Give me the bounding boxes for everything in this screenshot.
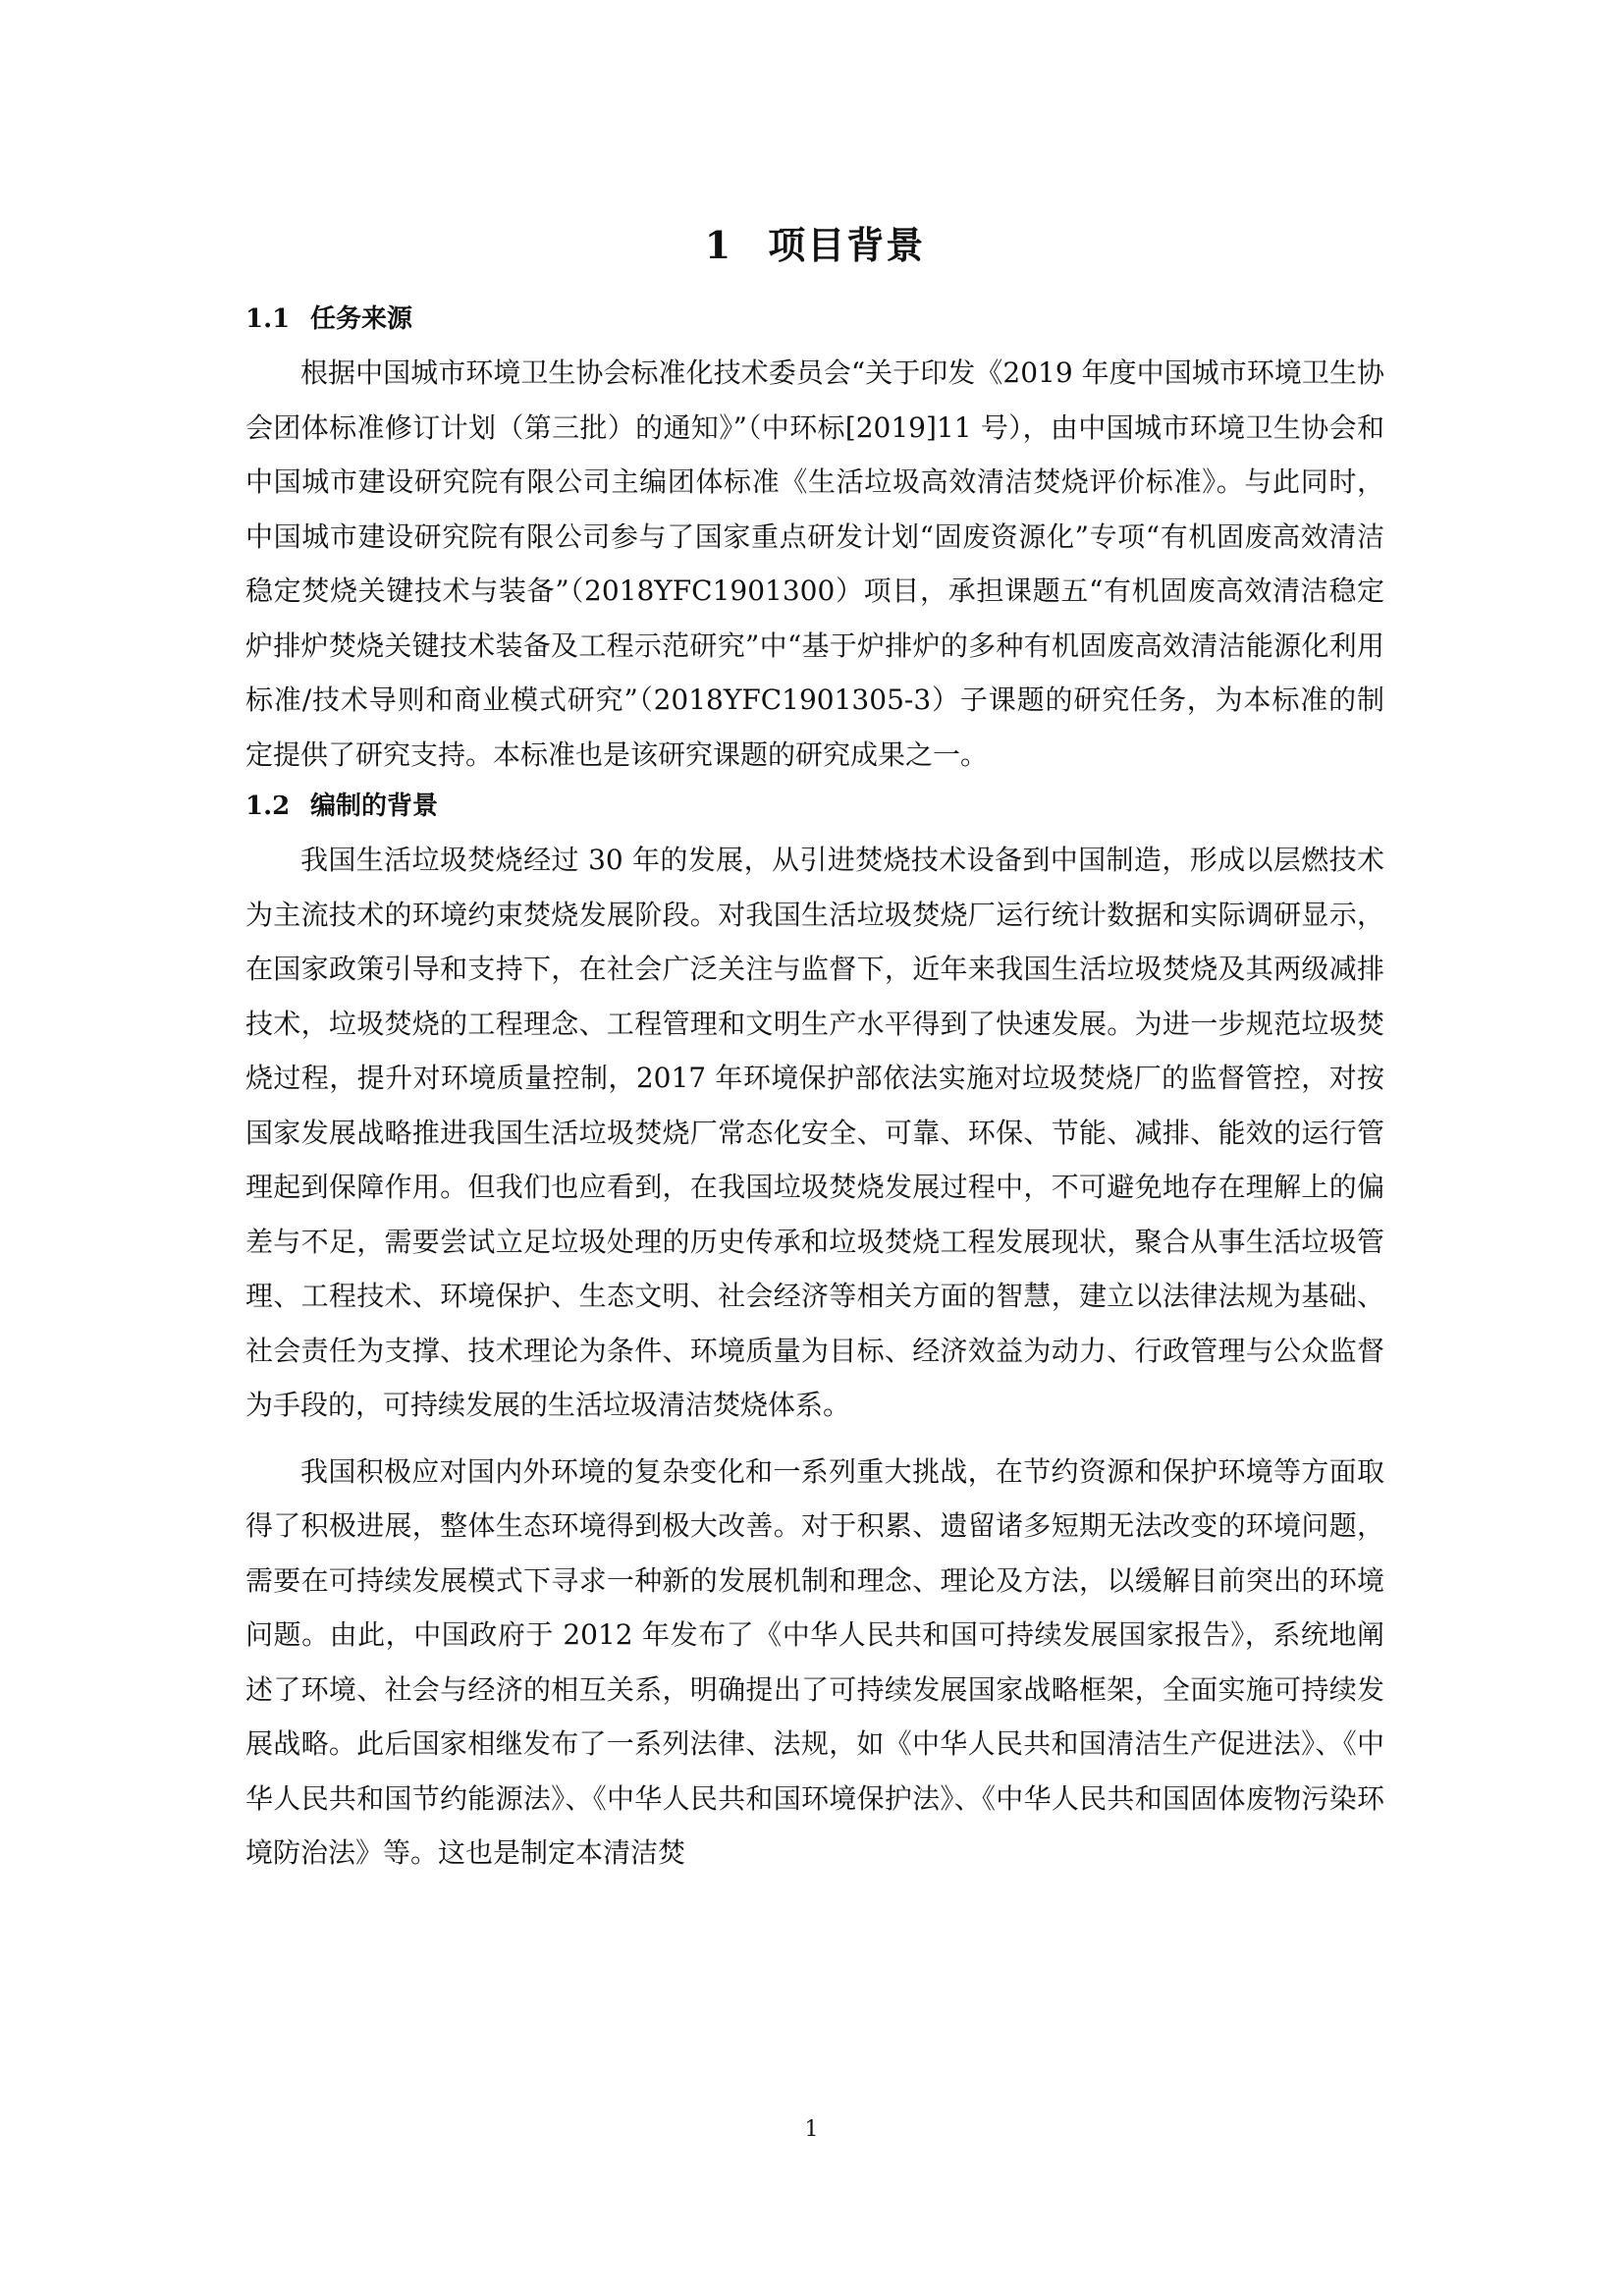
section-heading-1-1 — [245, 297, 1384, 342]
section-title: 编制的背景 — [310, 792, 439, 821]
paragraph: 我国生活垃圾焚烧经过 30 年的发展，从引进焚烧技术设备到中国制造，形成以层燃技术为主流技术的环境约束焚烧发展阶段。对我国生活垃圾焚烧厂运行统计数据和实际调研显示，在国家政策引导和支持下，在社会广泛关注与监督下，近年来我国生活垃圾焚烧及其两级减排技术，垃圾焚烧的工程理念、工程管理和文明生产水平得到了快速发展。为进一步规范垃圾焚烧过程，提升对环境质量控制，2017 年环境保护部依法实施对垃圾焚烧厂的监督管控，对按国家发展战略推进我国生活垃圾焚烧厂常态化安全、可靠、环保、节能、减排、能效的运行管理起到保障作用。但我们也应看到，在我国垃圾焚烧发展过程中，不可避免地存在理解上的偏差与不足，需要尝试立足垃圾处理的历史传承和垃圾焚烧工程发展现状，聚合从事生活垃圾管理、工程技术、环境保护、生态文明、社会经济等相关方面的智慧，建立以法律法规为基础、社会责任为支撑、技术理论为条件、环境质量为目标、经济效益为动力、行政管理与公众监督为手段的，可持续发展的生活垃圾清洁焚烧体系。 — [245, 844, 1384, 1421]
paragraph: 根据中国城市环境卫生协会标准化技术委员会“关于印发《2019 年度中国城市环境卫生协会团体标准修订计划（第三批）的通知》”（中环标[2019]11 号），由中国城市环境卫生协会和中国城市建设研究院有限公司主编团体标准《生活垃圾高效清洁焚烧评价标准》。与此同时，中国城市建设研究院有限公司参与了国家重点研发计划“固废资源化”专项“有机固废高效清洁稳定焚烧关键技术与装备”（2018YFC1901300）项目，承担课题五“有机固废高效清洁稳定炉排炉焚烧关键技术装备及工程示范研究”中“基于炉排炉的多种有机固废高效清洁能源化利用标准/技术导则和商业模式研究”（2018YFC1901305-3）子课题的研究任务，为本标准的制定提供了研究支持。本标准也是该研究课题的研究成果之一。 — [245, 356, 1384, 771]
chapter-number: 1 — [704, 223, 733, 267]
page-number: 1 — [804, 2117, 819, 2142]
section-title: 任务来源 — [310, 304, 413, 334]
section-number: 1.2 — [245, 792, 291, 821]
chapter-title-text: 项目背景 — [768, 223, 926, 267]
section-number: 1.1 — [245, 304, 291, 334]
paragraph: 我国积极应对国内外环境的复杂变化和一系列重大挑战，在节约资源和保护环境等方面取得了积极进展，整体生态环境得到极大改善。对于积累、遗留诸多短期无法改变的环境问题，需要在可持续发展模式下寻求一种新的发展机制和理念、理论及方法，以缓解目前突出的环境问题。由此，中国政府于 2012 年发布了《中华人民共和国可持续发展国家报告》，系统地阐述了环境、社会与经济的相互关系，明确提出了可持续发展国家战略框架，全面实施可持续发展战略。此后国家相继发布了一系列法律、法规，如《中华人民共和国清洁生产促进法》、《中华人民共和国节约能源法》、《中华人民共和国环境保护法》、《中华人民共和国固体废物污染环境防治法》等。这也是制定本清洁焚 — [245, 1454, 1384, 1869]
chapter-title — [245, 216, 1384, 275]
page-content — [245, 216, 1384, 1881]
section-heading-1-2 — [245, 784, 1384, 829]
